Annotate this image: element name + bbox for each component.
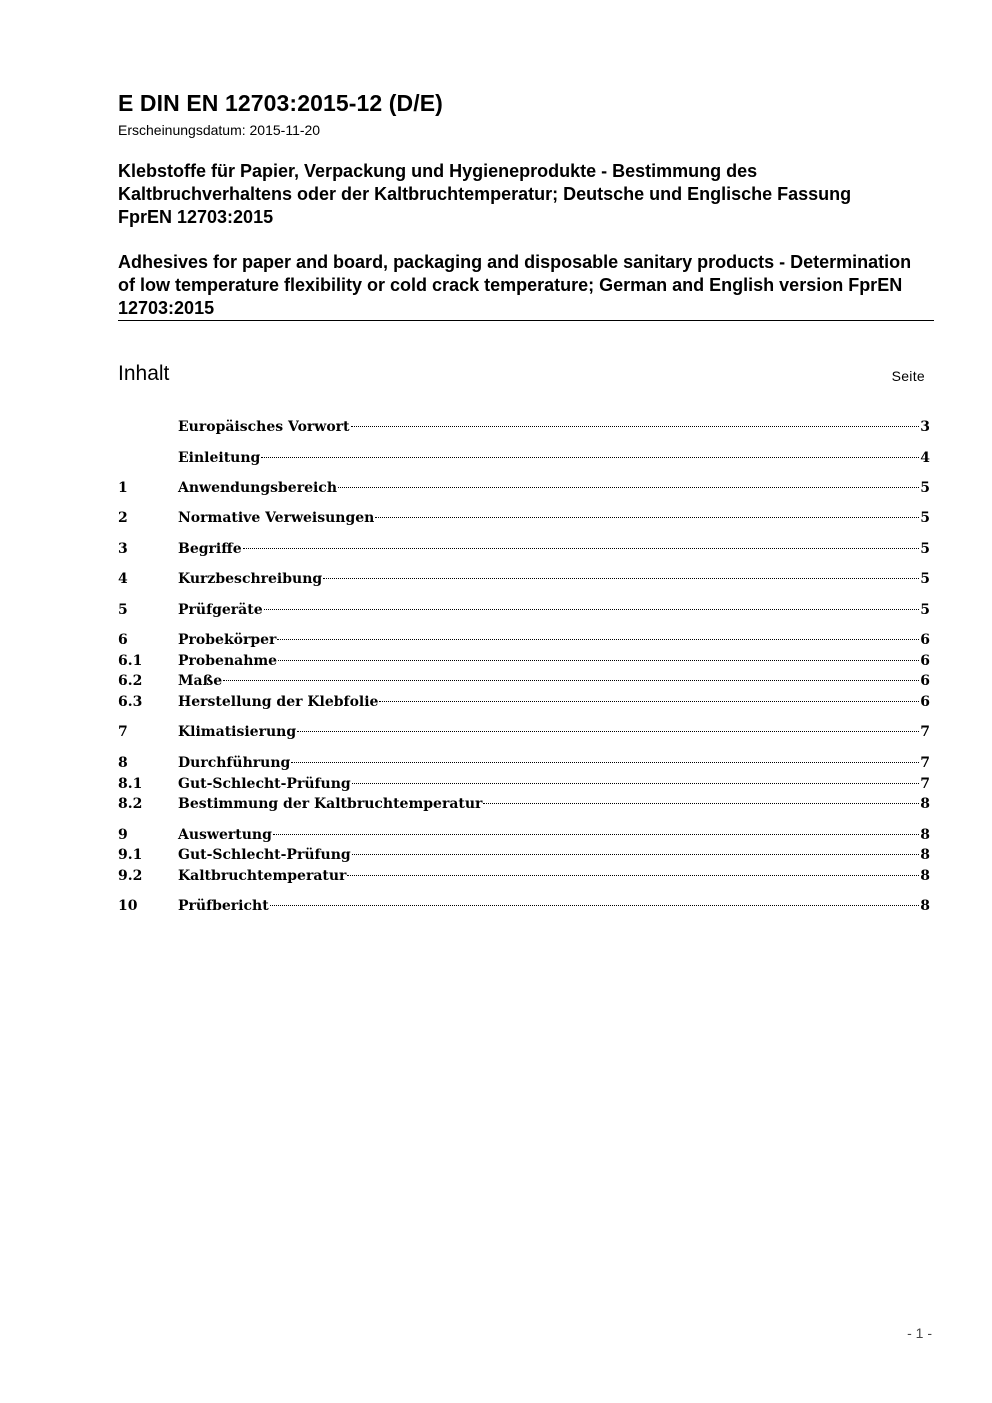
toc-entry-page: 8	[920, 847, 930, 863]
toc-leader-dots	[347, 875, 919, 876]
toc-entry-number: 6.2	[118, 673, 143, 689]
toc-entry[interactable]	[118, 630, 930, 650]
toc-entry-page: 7	[920, 776, 930, 792]
toc-leader-dots	[297, 731, 919, 732]
toc-entry-title: Europäisches Vorwort	[178, 419, 350, 435]
toc-entry-title: Begriffe	[178, 541, 242, 557]
toc-entry-title: Normative Verweisungen	[178, 510, 375, 526]
toc-entry-page: 5	[920, 510, 930, 526]
toc-entry-title: Gut-Schlecht-Prüfung	[178, 847, 351, 863]
toc-entry-number: 9	[118, 827, 128, 843]
toc-entry-page: 5	[920, 541, 930, 557]
toc-heading: Inhalt	[118, 362, 170, 385]
toc-entry-number: 5	[118, 602, 128, 618]
toc-page-column-heading: Seite	[891, 368, 925, 384]
toc-entry-page: 5	[920, 571, 930, 587]
toc-entry-page: 7	[920, 724, 930, 740]
toc-entry-page: 8	[920, 898, 930, 914]
document-id: E DIN EN 12703:2015-12 (D/E)	[118, 90, 443, 116]
toc-entry-number: 6	[118, 632, 128, 648]
toc-entry-title: Auswertung	[178, 827, 272, 843]
toc-entry-title: Klimatisierung	[178, 724, 297, 740]
toc-entry-number: 3	[118, 541, 128, 557]
toc-entry-number: 1	[118, 480, 128, 496]
toc-leader-dots	[375, 517, 919, 518]
toc-entry[interactable]	[118, 692, 930, 712]
toc-entry-number: 8.2	[118, 796, 143, 812]
toc-leader-dots	[270, 905, 920, 906]
toc-entry[interactable]	[118, 774, 930, 794]
toc-entry-number: 8.1	[118, 776, 143, 792]
toc-entry-page: 8	[920, 796, 930, 812]
toc-entry-page: 3	[920, 419, 930, 435]
title-german: Klebstoffe für Papier, Verpackung und Hygieneprodukte - Bestimmung des Kaltbruchverhaltens oder der Kaltbruchtemperatur; Deutsche und Englische Fassung FprEN 12703:2015	[118, 161, 852, 227]
toc-leader-dots	[291, 762, 919, 763]
toc-leader-dots	[483, 803, 919, 804]
toc-entry[interactable]	[118, 448, 930, 468]
toc-leader-dots	[351, 426, 920, 427]
toc-entry-number: 9.1	[118, 847, 143, 863]
toc-leader-dots	[352, 783, 920, 784]
toc-entry-number: 10	[118, 898, 138, 914]
toc-entry[interactable]	[118, 569, 930, 589]
toc-entry[interactable]	[118, 417, 930, 437]
toc-entry[interactable]	[118, 794, 930, 814]
title-divider	[118, 320, 934, 321]
toc-entry-page: 5	[920, 480, 930, 496]
toc-entry-title: Anwendungsbereich	[178, 480, 337, 496]
toc-leader-dots	[264, 609, 920, 610]
toc-entry-title: Durchführung	[178, 755, 291, 771]
toc-entry[interactable]	[118, 508, 930, 528]
toc-entry-title: Probenahme	[178, 653, 278, 669]
toc-entry-page: 6	[920, 673, 930, 689]
toc-entry-title: Prüfbericht	[178, 898, 269, 914]
toc-leader-dots	[379, 701, 919, 702]
toc-entry-page: 7	[920, 755, 930, 771]
toc-entry-title: Kurzbeschreibung	[178, 571, 323, 587]
publication-date: Erscheinungsdatum: 2015-11-20	[118, 122, 321, 138]
toc-entry[interactable]	[118, 825, 930, 845]
toc-entry-page: 4	[920, 450, 930, 466]
toc-leader-dots	[277, 639, 919, 640]
toc-entry[interactable]	[118, 539, 930, 559]
toc-entry-title: Maße	[178, 673, 223, 689]
page-number: - 1 -	[907, 1325, 932, 1341]
toc-entry-number: 9.2	[118, 868, 143, 884]
toc-entry-page: 8	[920, 827, 930, 843]
toc-leader-dots	[243, 548, 920, 549]
toc-entry-page: 6	[920, 632, 930, 648]
toc-entry-title: Probekörper	[178, 632, 277, 648]
toc-entry-title: Einleitung	[178, 450, 261, 466]
toc-entry-title: Prüfgeräte	[178, 602, 263, 618]
toc-entry-page: 6	[920, 694, 930, 710]
toc-entry[interactable]	[118, 600, 930, 620]
toc-leader-dots	[323, 578, 919, 579]
toc-leader-dots	[278, 660, 919, 661]
toc-leader-dots	[223, 680, 919, 681]
toc-entry-title: Kaltbruchtemperatur	[178, 868, 347, 884]
document-page	[118, 0, 934, 1403]
toc-leader-dots	[352, 854, 920, 855]
toc-entry-title: Herstellung der Klebfolie	[178, 694, 379, 710]
toc-entry[interactable]	[118, 866, 930, 886]
toc-entry[interactable]	[118, 753, 930, 773]
toc-leader-dots	[338, 487, 919, 488]
toc-entry[interactable]	[118, 845, 930, 865]
toc-entry-number: 2	[118, 510, 128, 526]
toc-entry-number: 6.1	[118, 653, 143, 669]
toc-entry-title: Gut-Schlecht-Prüfung	[178, 776, 351, 792]
toc-entry-page: 8	[920, 868, 930, 884]
toc-leader-dots	[261, 457, 919, 458]
toc-entry[interactable]	[118, 651, 930, 671]
toc-entry-number: 4	[118, 571, 128, 587]
toc-entry[interactable]	[118, 896, 930, 916]
toc-entry-number: 8	[118, 755, 128, 771]
toc-entry-title: Bestimmung der Kaltbruchtemperatur	[178, 796, 483, 812]
toc-entry[interactable]	[118, 671, 930, 691]
title-english: Adhesives for paper and board, packaging and disposable sanitary products - Determination of low temperature flexibility or cold crack temperature; German and English version FprEN 12703:2015	[118, 252, 912, 318]
toc-entry[interactable]	[118, 478, 930, 498]
toc-entry-page: 6	[920, 653, 930, 669]
toc-entry-number: 7	[118, 724, 128, 740]
toc-leader-dots	[273, 834, 919, 835]
toc-entry[interactable]	[118, 722, 930, 742]
toc-entry-number: 6.3	[118, 694, 143, 710]
toc-entry-page: 5	[920, 602, 930, 618]
